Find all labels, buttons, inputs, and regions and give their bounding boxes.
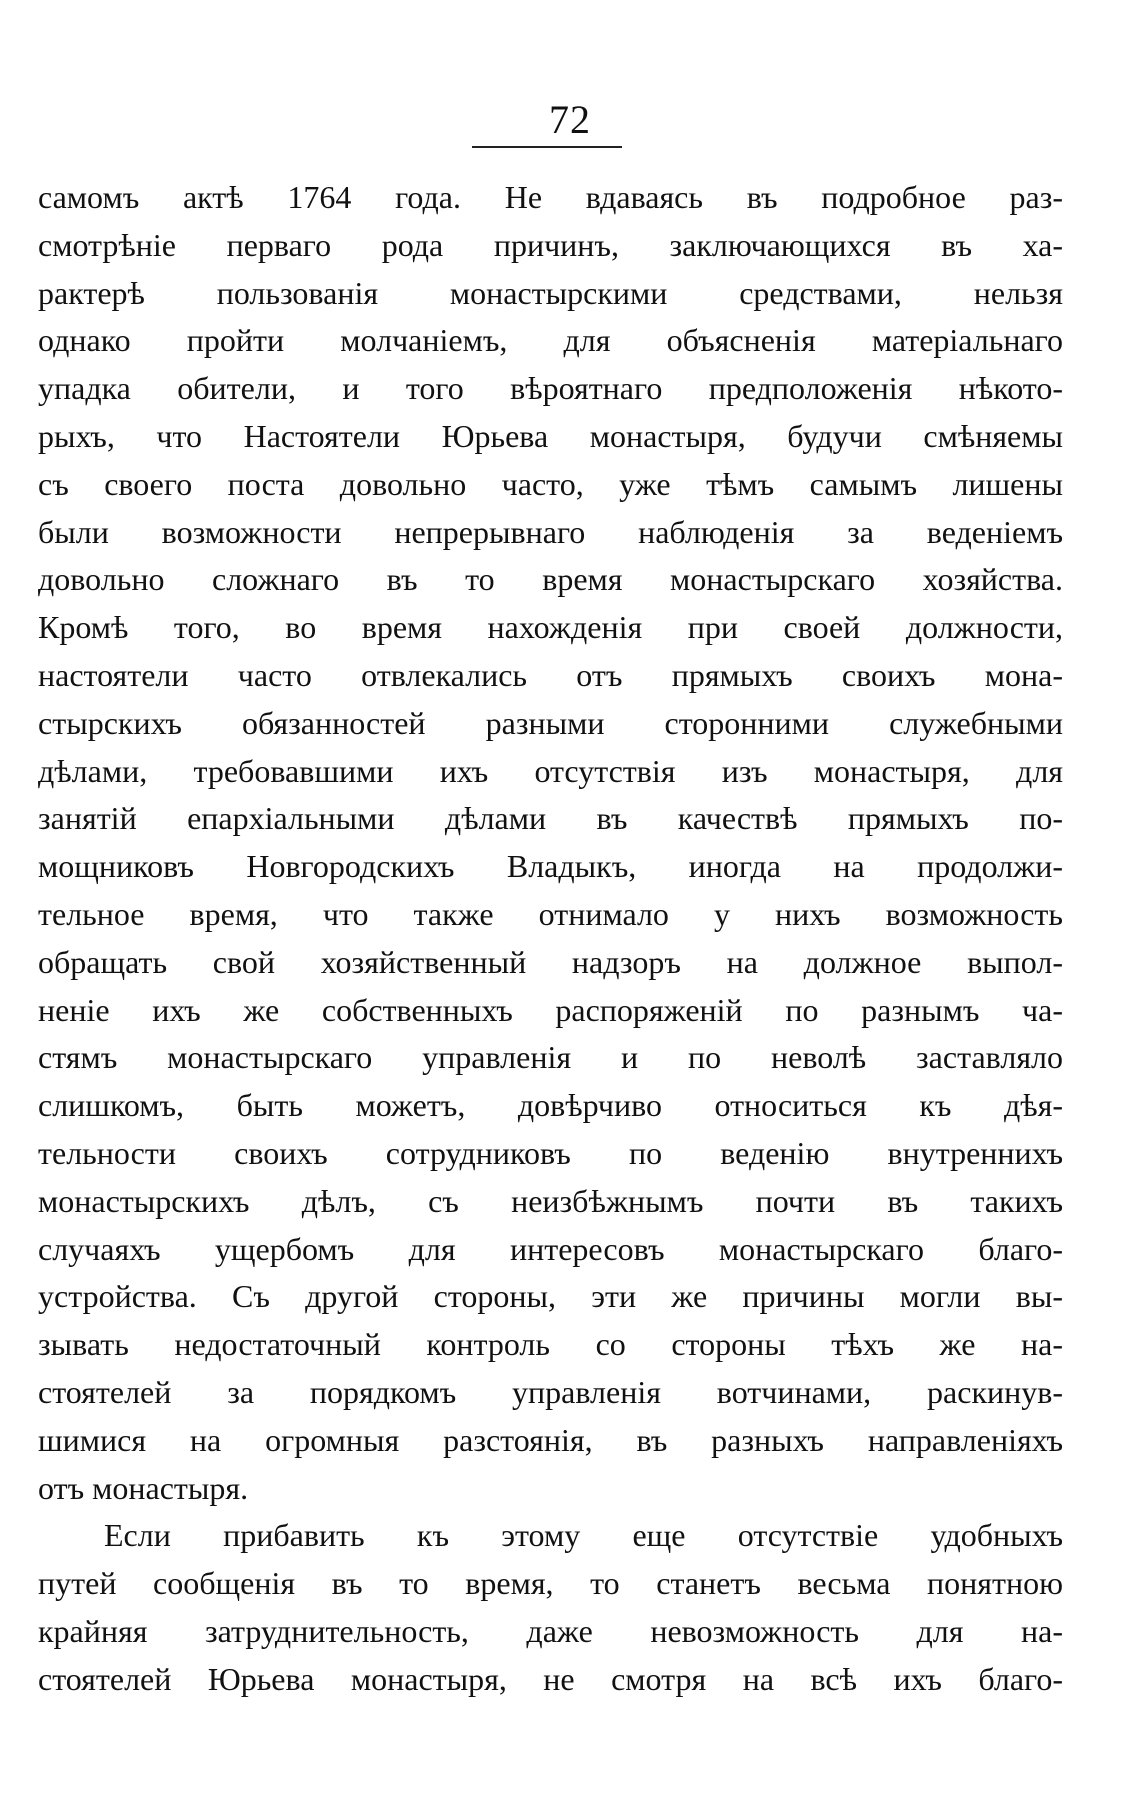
paragraph [38, 1512, 1063, 1703]
text-line: тельности своихъ сотрудниковъ по веденію внутреннихъ [38, 1134, 1063, 1171]
text-line: занятій епархіальными дѣлами въ качествѣ прямыхъ по- [38, 800, 1063, 837]
text-line: шимися на огромныя разстоянія, въ разныхъ направленіяхъ [38, 1421, 1063, 1458]
text-line: неніе ихъ же собственныхъ распоряженій по разнымъ ча- [38, 991, 1063, 1028]
text-line: рыхъ, что Настоятели Юрьева монастыря, будучи смѣняемы [38, 417, 1063, 454]
text-line: были возможности непрерывнаго наблюденія за веденіемъ [38, 513, 1063, 550]
text-line: случаяхъ ущербомъ для интересовъ монастырскаго благо- [38, 1230, 1063, 1267]
text-line: стырскихъ обязанностей разными сторонними служебными [38, 704, 1063, 741]
text-line: однако пройти молчаніемъ, для объясненія матеріальнаго [38, 322, 1063, 359]
text-line: стоятелей Юрьева монастыря, не смотря на всѣ ихъ благо- [38, 1660, 1063, 1697]
body-text [38, 174, 1063, 1704]
text-line: довольно сложнаго въ то время монастырскаго хозяйства. [38, 561, 1063, 598]
page-number: 72 [549, 97, 591, 142]
page-number-rule [472, 146, 622, 148]
text-line: крайняя затруднительность, даже невозможность для на- [38, 1612, 1063, 1649]
text-line: съ своего поста довольно часто, уже тѣмъ самымъ лишены [38, 465, 1063, 502]
text-line: самомъ актѣ 1764 года. Не вдаваясь въ подробное раз- [38, 179, 1063, 215]
text-line: устройства. Съ другой стороны, эти же причины могли вы- [38, 1278, 1063, 1315]
text-line: зывать недостаточный контроль со стороны тѣхъ же на- [38, 1326, 1063, 1363]
text-line: тельное время, что также отнимало у нихъ возможность [38, 895, 1063, 932]
text-line: слишкомъ, быть можетъ, довѣрчиво относиться къ дѣя- [38, 1087, 1063, 1124]
text-line: дѣлами, требовавшими ихъ отсутствія изъ монастыря, для [38, 752, 1063, 789]
text-line: упадка обители, и того вѣроятнаго предположенія нѣкото- [38, 370, 1063, 407]
text-line: мощниковъ Новгородскихъ Владыкъ, иногда на продолжи- [38, 848, 1063, 885]
text-line: отъ монастыря. [38, 1469, 249, 1506]
text-line: стямъ монастырскаго управленія и по неволѣ заставляло [38, 1039, 1063, 1076]
text-line: путей сообщенія въ то время, то станетъ весьма понятною [38, 1565, 1063, 1602]
text-line: Кромѣ того, во время нахожденія при своей должности, [38, 609, 1063, 646]
text-line: обращать свой хозяйственный надзоръ на должное выпол- [38, 943, 1063, 980]
text-line: стоятелей за порядкомъ управленія вотчинами, раскинув- [38, 1373, 1063, 1410]
text-line: смотрѣніе перваго рода причинъ, заключающихся въ ха- [38, 226, 1063, 263]
text-line: рактерѣ пользованія монастырскими средствами, нельзя [38, 274, 1063, 311]
paragraph [38, 174, 1063, 1512]
text-line: настоятели часто отвлекались отъ прямыхъ своихъ мона- [38, 656, 1063, 693]
text-line: Если прибавить къ этому еще отсутствіе удобныхъ [104, 1517, 1063, 1554]
text-line: монастырскихъ дѣлъ, съ неизбѣжнымъ почти въ такихъ [38, 1182, 1063, 1219]
